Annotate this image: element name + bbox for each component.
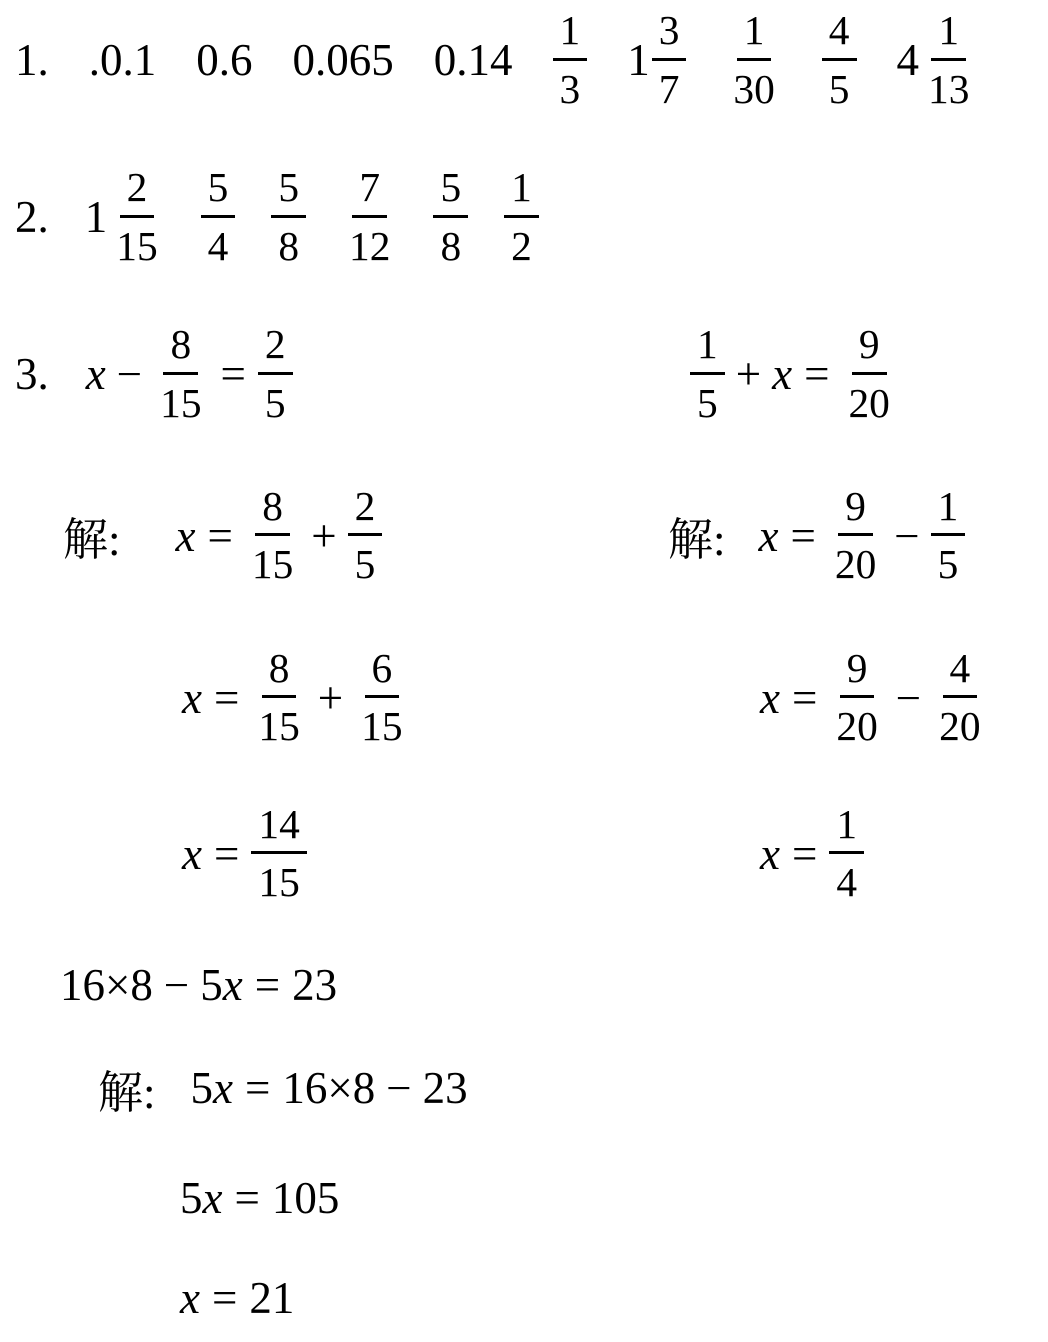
coefficient: 5 — [200, 960, 223, 1010]
fraction-denominator: 12 — [349, 222, 391, 269]
operator-plus: + — [735, 349, 762, 399]
whole-number: 4 — [896, 35, 919, 85]
problem-3-right-solution-step-2 — [760, 640, 988, 755]
problem-3-number: 3. — [15, 349, 49, 399]
fraction-numerator: 9 — [852, 323, 887, 374]
operator-minus: − — [116, 349, 143, 399]
fraction-numerator: 3 — [652, 9, 687, 60]
number: 8 — [352, 1063, 376, 1113]
fraction — [342, 166, 397, 268]
problem-3-left-equation — [15, 318, 293, 430]
operator-plus: + — [311, 510, 337, 561]
fraction-denominator: 15 — [361, 703, 403, 749]
equals-sign: = — [211, 1273, 238, 1323]
problem-3-left-solution-step-1 — [63, 478, 382, 593]
fraction-denominator: 15 — [160, 379, 202, 426]
fraction-denominator: 30 — [733, 65, 775, 112]
fraction — [258, 323, 293, 425]
fraction-denominator: 7 — [658, 65, 680, 112]
number: 23 — [292, 960, 338, 1010]
problem-2-row — [15, 162, 539, 272]
variable-x: x — [85, 349, 106, 399]
fraction-denominator: 20 — [939, 703, 981, 749]
fraction — [822, 9, 857, 111]
number: 8 — [130, 960, 153, 1010]
fraction-numerator: 5 — [433, 166, 468, 217]
problem-4-solution-step-2 — [180, 1168, 339, 1228]
decimal-value: 0.6 — [196, 35, 253, 85]
fraction-denominator: 15 — [258, 859, 300, 905]
solve-label: 解: — [668, 515, 726, 565]
fraction — [251, 644, 306, 749]
fraction-numerator: 1 — [931, 9, 966, 60]
fraction-denominator: 5 — [264, 379, 286, 426]
fraction — [109, 166, 164, 268]
decimal-value: 0.14 — [433, 35, 513, 85]
problem-1-number: 1. — [15, 35, 49, 85]
fraction-numerator: 2 — [258, 323, 293, 374]
fraction-denominator: 15 — [251, 541, 294, 587]
fraction — [504, 166, 539, 268]
operator-multiply: × — [327, 1063, 353, 1113]
equals-sign: = — [234, 1173, 260, 1223]
problem-3-right-solution-step-1 — [668, 478, 965, 593]
equals-sign: = — [213, 828, 240, 879]
problem-2-number: 2. — [15, 192, 49, 242]
variable-x: x — [202, 1173, 223, 1223]
fraction — [726, 9, 781, 111]
variable-x: x — [180, 1273, 200, 1323]
fraction — [921, 9, 976, 111]
equals-sign: = — [804, 349, 830, 399]
fraction — [553, 9, 588, 111]
number: 21 — [249, 1273, 295, 1323]
whole-number: 1 — [627, 35, 650, 85]
fraction-numerator: 1 — [931, 485, 966, 536]
operator-minus: − — [163, 960, 190, 1010]
operator-plus: + — [317, 672, 344, 723]
equals-sign: = — [245, 1063, 271, 1113]
fraction-denominator: 15 — [116, 222, 158, 269]
problem-4-solution-step-1 — [98, 1058, 468, 1118]
fraction — [829, 644, 884, 749]
mixed-number — [85, 166, 165, 268]
fraction-numerator: 1 — [504, 166, 539, 217]
fraction — [251, 800, 306, 905]
fraction-denominator: 5 — [354, 541, 376, 587]
fraction-denominator: 5 — [937, 541, 959, 587]
fraction-numerator: 4 — [943, 647, 978, 698]
fraction-denominator: 8 — [278, 222, 300, 269]
equals-sign: = — [790, 510, 816, 561]
equals-sign: = — [791, 672, 818, 723]
fraction — [354, 644, 409, 749]
equals-sign: = — [207, 510, 233, 561]
fraction-denominator: 5 — [828, 65, 850, 112]
equals-sign: = — [213, 672, 240, 723]
fraction — [931, 482, 966, 587]
variable-x: x — [182, 828, 202, 879]
fraction — [829, 800, 864, 905]
variable-x: x — [760, 672, 780, 723]
mixed-number — [897, 9, 977, 111]
coefficient: 5 — [180, 1173, 203, 1223]
decimal-value: 0.065 — [292, 35, 394, 85]
operator-minus: − — [895, 672, 922, 723]
fraction-numerator: 1 — [737, 9, 772, 60]
mixed-number — [627, 9, 686, 111]
whole-number: 1 — [84, 192, 108, 242]
fraction-numerator: 2 — [348, 485, 383, 536]
fraction-numerator: 8 — [262, 647, 297, 698]
fraction — [245, 482, 300, 587]
variable-x: x — [772, 349, 793, 399]
fraction-numerator: 1 — [690, 323, 725, 374]
problem-3-right-equation — [690, 318, 897, 430]
variable-x: x — [760, 828, 780, 879]
fraction — [652, 9, 687, 111]
fraction-numerator: 7 — [352, 166, 387, 217]
variable-x: x — [213, 1063, 233, 1113]
fraction-denominator: 4 — [836, 859, 858, 905]
variable-x: x — [175, 510, 196, 561]
problem-3-right-solution-step-3 — [760, 796, 864, 911]
equals-sign: = — [220, 349, 246, 399]
fraction — [690, 323, 725, 425]
fraction-numerator: 8 — [255, 485, 290, 536]
number: 23 — [422, 1063, 468, 1113]
fraction-denominator: 20 — [834, 541, 877, 587]
problem-3-left-solution-step-2 — [182, 640, 410, 755]
number: 16 — [60, 960, 105, 1010]
fraction-denominator: 20 — [848, 379, 890, 426]
decimal-value: .0.1 — [88, 35, 157, 85]
fraction-numerator: 5 — [271, 166, 306, 217]
equals-sign: = — [791, 828, 818, 879]
fraction-denominator: 2 — [511, 222, 532, 269]
variable-x: x — [182, 672, 202, 723]
operator-minus: − — [894, 510, 920, 561]
problem-4-solution-step-3 — [180, 1268, 294, 1328]
fraction-denominator: 13 — [928, 65, 970, 112]
fraction-denominator: 5 — [697, 379, 718, 426]
operator-multiply: × — [105, 960, 131, 1010]
variable-x: x — [758, 510, 779, 561]
fraction-numerator: 1 — [553, 9, 588, 60]
solve-label: 解: — [98, 1067, 156, 1118]
number: 16 — [282, 1063, 328, 1113]
fraction-denominator: 3 — [559, 65, 581, 112]
fraction — [433, 166, 468, 268]
fraction-denominator: 4 — [207, 222, 229, 269]
fraction-numerator: 9 — [840, 647, 875, 698]
fraction-denominator: 20 — [836, 703, 878, 749]
fraction-denominator: 8 — [440, 222, 462, 269]
fraction-numerator: 14 — [251, 803, 306, 854]
fraction — [153, 323, 208, 425]
fraction-numerator: 4 — [822, 9, 857, 60]
fraction-denominator: 15 — [258, 703, 300, 749]
fraction — [201, 166, 236, 268]
fraction-numerator: 6 — [365, 647, 400, 698]
fraction-numerator: 8 — [163, 323, 198, 374]
problem-1-row — [15, 5, 976, 115]
operator-minus: − — [386, 1063, 412, 1113]
fraction — [271, 166, 306, 268]
equals-sign: = — [254, 960, 281, 1010]
fraction — [841, 323, 896, 425]
problem-4-equation — [60, 955, 337, 1015]
fraction-numerator: 9 — [838, 485, 873, 536]
solve-label: 解: — [63, 515, 121, 565]
fraction — [932, 644, 987, 749]
fraction — [348, 482, 383, 587]
number: 105 — [271, 1173, 340, 1223]
fraction-numerator: 2 — [120, 166, 155, 217]
coefficient: 5 — [190, 1063, 214, 1113]
fraction-numerator: 5 — [201, 166, 236, 217]
fraction — [828, 482, 883, 587]
fraction-numerator: 1 — [829, 803, 864, 854]
problem-3-left-solution-step-3 — [182, 796, 307, 911]
variable-x: x — [222, 960, 243, 1010]
